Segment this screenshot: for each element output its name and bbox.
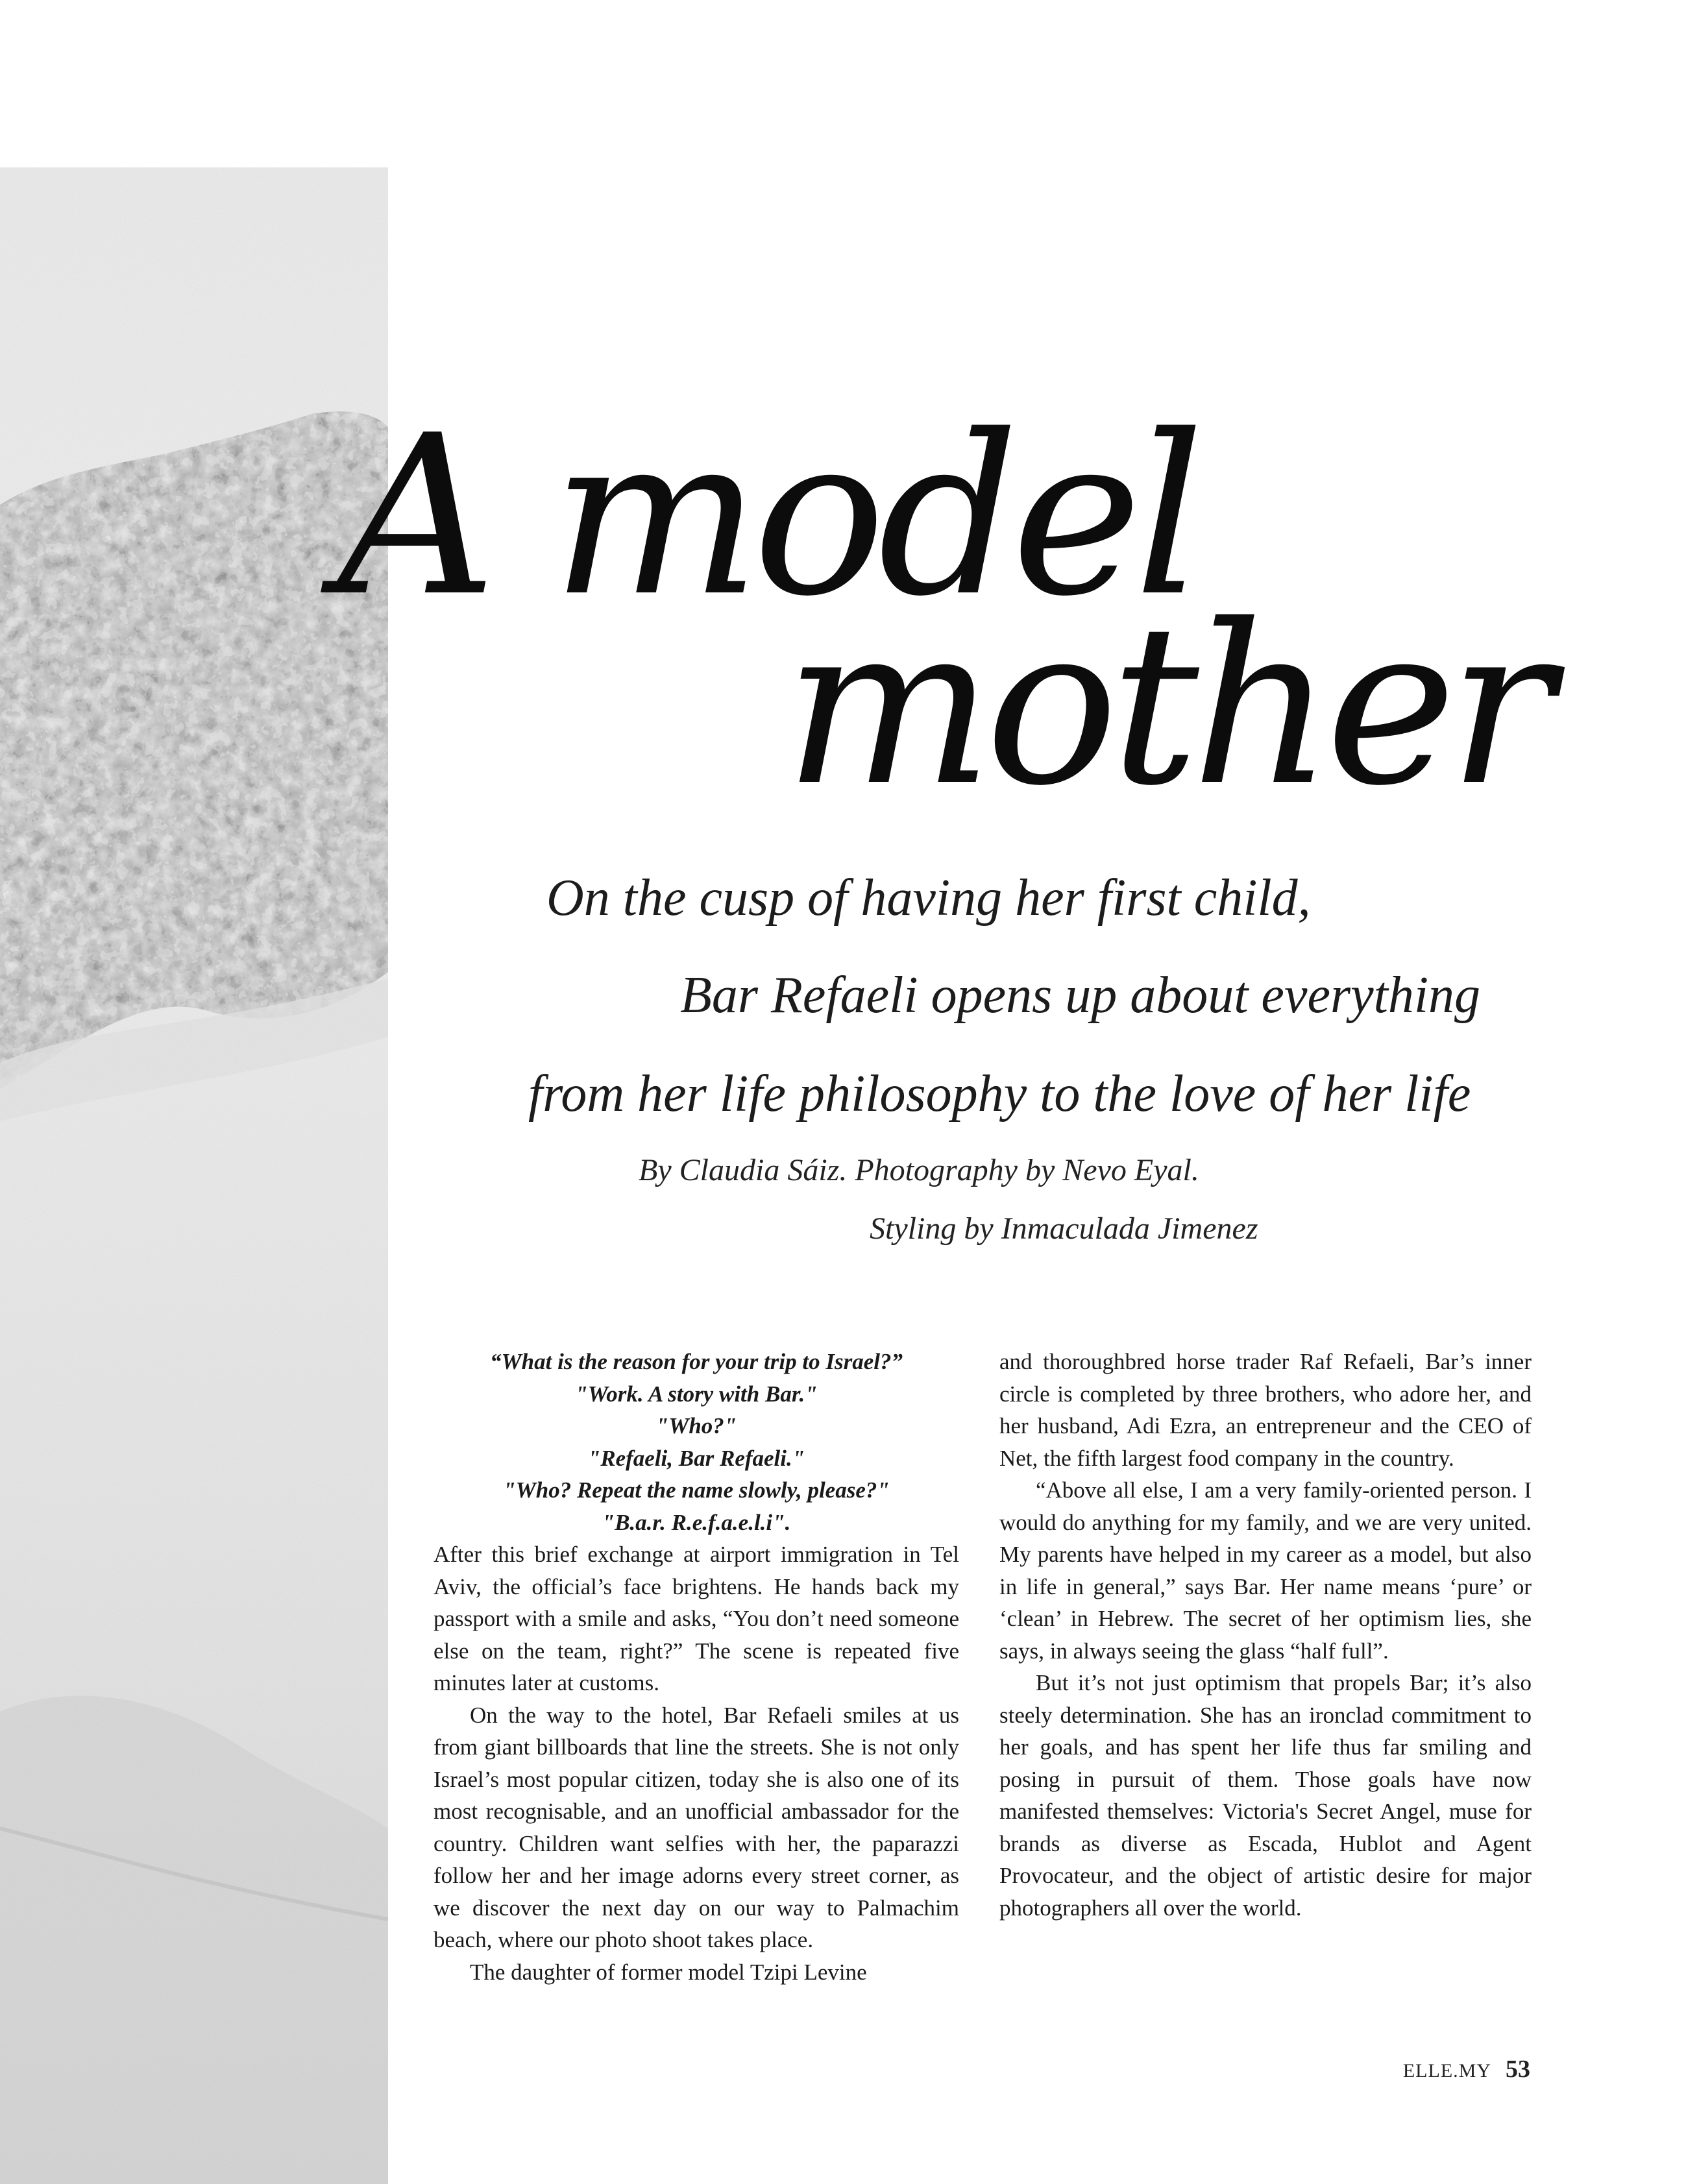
deck-line-3: from her life philosophy to the love of her life <box>528 1065 1471 1122</box>
body-paragraph: The daughter of former model Tzipi Levine <box>470 1959 867 1985</box>
body-paragraph: But it’s not just optimism that propels Bar; it’s also steely determination. She has an ironclad commitment to her goals, and has spent her life thus far smiling and posing in pursuit of them. Those goals have now manifested themselves: Victoria's Secret Angel, muse for brands as diverse as Escada, Hublot and Agent Provocateur, and the object of artistic desire for major photographers all over the world. <box>999 1670 1532 1921</box>
dialogue-line: "Who? Repeat the name slowly, please?" <box>503 1477 890 1503</box>
headline-line-2: mother <box>784 577 1546 834</box>
body-paragraph: After this brief exchange at airport immigration in Tel Aviv, the official’s face brightens. He hands back my passport with a smile and asks, “You don’t need someone else on the team, right?” The scene is repeated five minutes later at customs. <box>434 1542 959 1695</box>
dialogue-line: "Who?" <box>655 1413 737 1438</box>
body-paragraph: and thoroughbred horse trader Raf Refaeli, Bar’s inner circle is completed by three brothers, who adore her, and her husband, Adi Ezra, an entrepreneur and the CEO of Net, the fifth largest food company in the country. <box>999 1349 1532 1471</box>
dialogue-line: "B.a.r. R.e.f.a.e.l.i". <box>602 1509 791 1535</box>
body-paragraph: “Above all else, I am a very family-oriented person. I would do anything for my family, and we are very united. My parents have helped in my career as a model, but also in life in general,” says Bar. Her name means ‘pure’ or ‘clean’ in Hebrew. The secret of her optimism lies, she says, in always seeing the glass “half full”. <box>999 1477 1532 1664</box>
byline: By Claudia Sáiz. Photography by Nevo Eyal. <box>639 1153 1199 1187</box>
deck-line-2: Bar Refaeli opens up about everything <box>680 967 1481 1024</box>
body-column-right <box>999 1346 1532 1924</box>
styling-credit: Styling by Inmaculada Jimenez <box>870 1211 1258 1246</box>
body-paragraph: On the way to the hotel, Bar Refaeli smiles at us from giant billboards that line the streets. She is not only Israel’s most popular citizen, today she is also one of its most recognisable, and an unofficial ambassador for the country. Children want selfies with her, the paparazzi follow her and her image adorns every street corner, as we discover the next day on our way to Palmachim beach, where our photo shoot takes place. <box>434 1702 959 1952</box>
beach-dunes-photo <box>0 167 388 2184</box>
deck-line-1: On the cusp of having her first child, <box>546 869 1311 927</box>
body-column-left <box>434 1346 959 1988</box>
page-number: 53 <box>1506 2056 1530 2083</box>
dialogue-line: "Work. A story with Bar." <box>575 1381 818 1407</box>
dialogue-line: “What is the reason for your trip to Israel?” <box>490 1349 903 1374</box>
opening-dialogue <box>434 1346 959 1538</box>
magazine-brand: ELLE.MY <box>1402 2060 1491 2081</box>
headline-line-1: A model <box>337 388 1197 645</box>
page-footer <box>1403 2057 1530 2081</box>
dialogue-line: "Refaeli, Bar Refaeli." <box>587 1445 805 1471</box>
